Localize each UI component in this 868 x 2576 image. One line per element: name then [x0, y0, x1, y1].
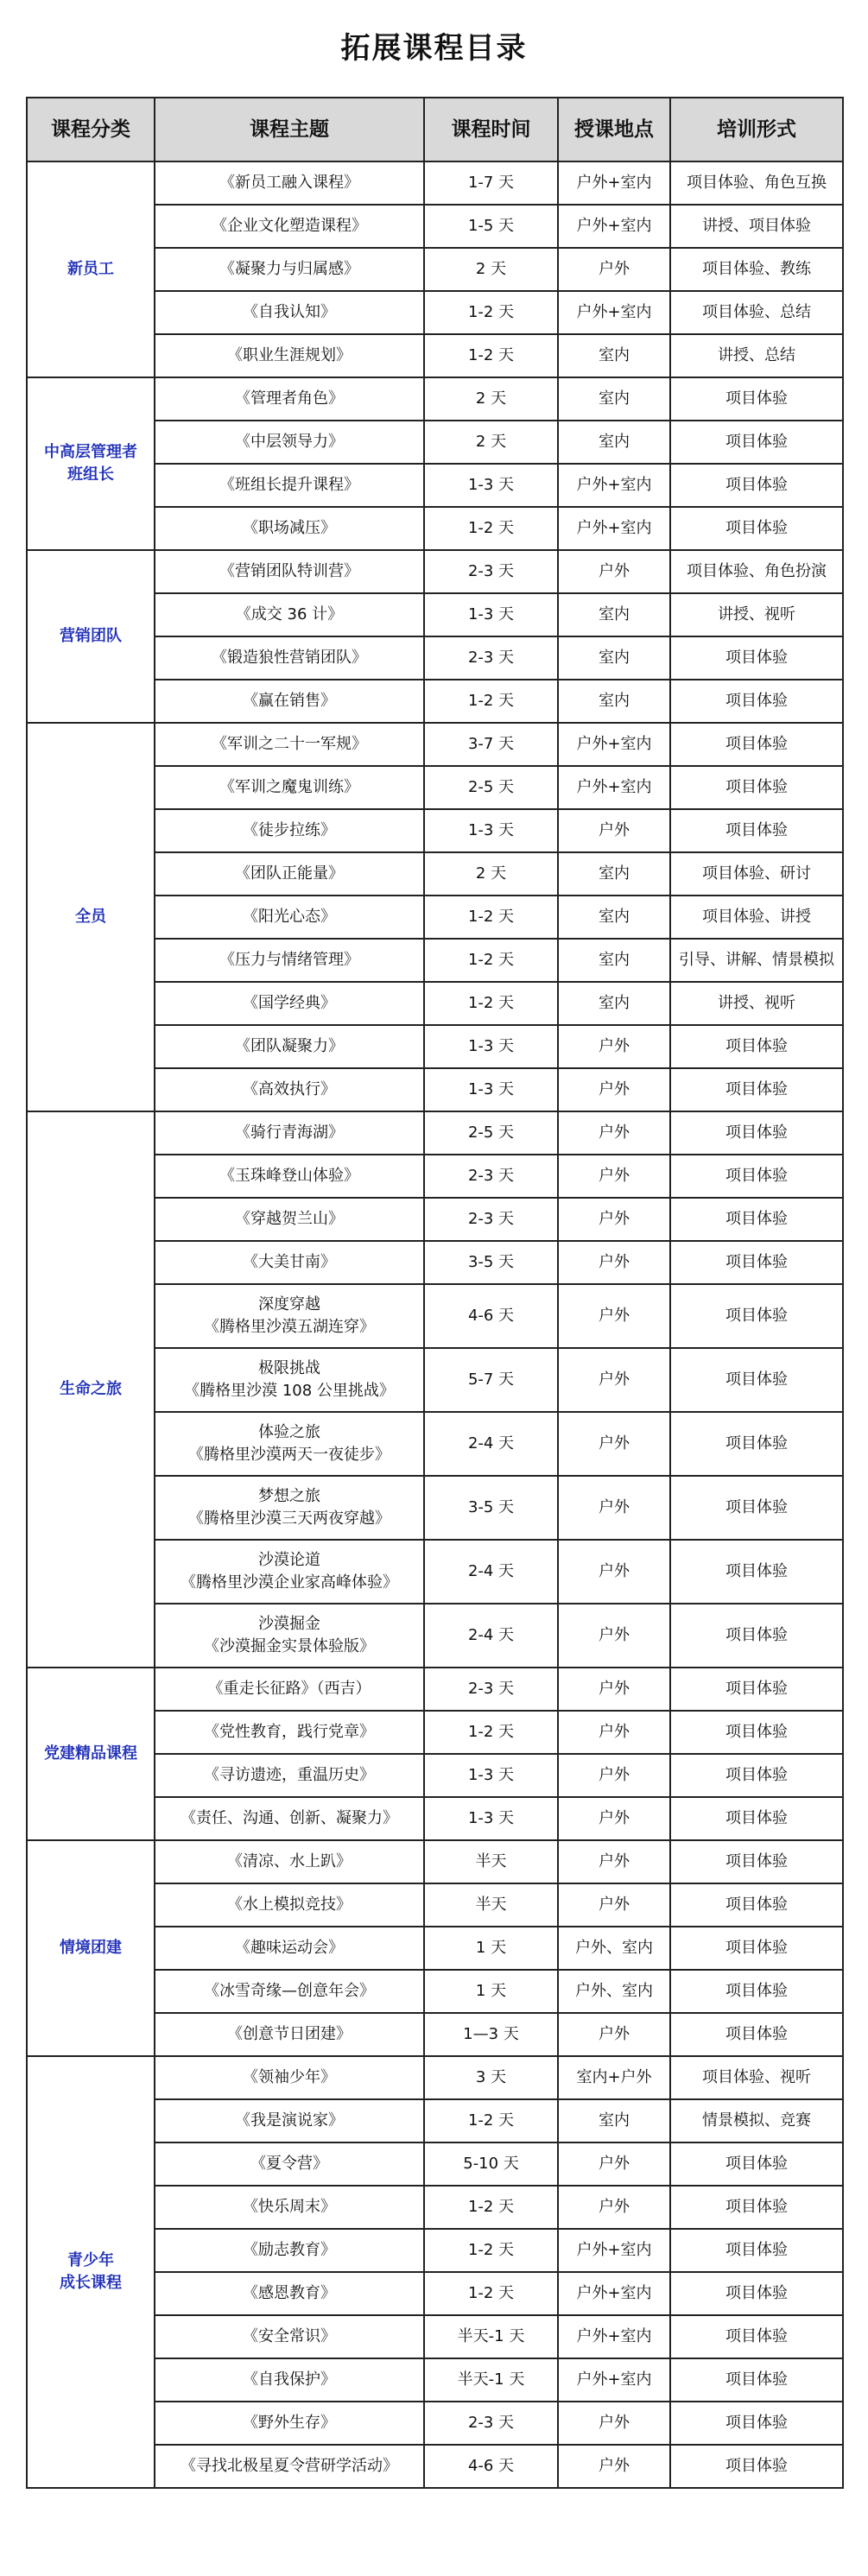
- topic-cell: 深度穿越 《腾格里沙漠五湖连穿》: [155, 1284, 424, 1348]
- time-cell: 1-2 天: [424, 2186, 558, 2229]
- format-cell: 讲授、项目体验: [670, 205, 843, 248]
- location-cell: 户外: [558, 1604, 670, 1668]
- location-cell: 户外+室内: [558, 2358, 670, 2402]
- time-cell: 2-4 天: [424, 1540, 558, 1604]
- format-cell: 项目体验、教练: [670, 248, 843, 291]
- table-row: [27, 550, 843, 593]
- time-cell: 3-5 天: [424, 1476, 558, 1540]
- time-cell: 1 天: [424, 1970, 558, 2013]
- time-cell: 1-2 天: [424, 982, 558, 1025]
- topic-cell: 《企业文化塑造课程》: [155, 205, 424, 248]
- location-cell: 户外+室内: [558, 766, 670, 809]
- format-cell: 项目体验: [670, 1970, 843, 2013]
- time-cell: 1—3 天: [424, 2013, 558, 2056]
- format-cell: 项目体验: [670, 1840, 843, 1883]
- time-cell: 2-3 天: [424, 1198, 558, 1241]
- table-row: [27, 2056, 843, 2099]
- header-topic: 课程主题: [155, 98, 424, 161]
- format-cell: 项目体验: [670, 464, 843, 507]
- location-cell: 户外: [558, 1540, 670, 1604]
- topic-cell: 《穿越贺兰山》: [155, 1198, 424, 1241]
- format-cell: 项目体验: [670, 809, 843, 852]
- format-cell: 情景模拟、竞赛: [670, 2099, 843, 2142]
- time-cell: 1-2 天: [424, 2272, 558, 2315]
- location-cell: 户外+室内: [558, 291, 670, 334]
- topic-cell: 《营销团队特训营》: [155, 550, 424, 593]
- location-cell: 户外+室内: [558, 2229, 670, 2272]
- location-cell: 室内: [558, 939, 670, 982]
- topic-cell: 《重走长征路》（西吉）: [155, 1668, 424, 1711]
- time-cell: 1-2 天: [424, 334, 558, 377]
- location-cell: 户外: [558, 1711, 670, 1754]
- topic-cell: 《中层领导力》: [155, 421, 424, 464]
- time-cell: 1-5 天: [424, 205, 558, 248]
- location-cell: 户外: [558, 1241, 670, 1284]
- topic-cell: 《班组长提升课程》: [155, 464, 424, 507]
- topic-cell: 《骑行青海湖》: [155, 1111, 424, 1155]
- location-cell: 户外: [558, 1025, 670, 1068]
- time-cell: 2-3 天: [424, 1155, 558, 1198]
- format-cell: 项目体验: [670, 1476, 843, 1540]
- time-cell: 1-3 天: [424, 1754, 558, 1797]
- time-cell: 2-3 天: [424, 1668, 558, 1711]
- topic-cell: 《军训之二十一军规》: [155, 723, 424, 766]
- page-title: 拓展课程目录: [340, 31, 528, 66]
- topic-cell: 《职业生涯规划》: [155, 334, 424, 377]
- category-cell: 营销团队: [27, 550, 155, 723]
- format-cell: 项目体验、角色互换: [670, 161, 843, 205]
- format-cell: 项目体验: [670, 680, 843, 723]
- topic-cell: 《感恩教育》: [155, 2272, 424, 2315]
- time-cell: 1-2 天: [424, 1711, 558, 1754]
- location-cell: 户外+室内: [558, 2315, 670, 2358]
- time-cell: 3-5 天: [424, 1241, 558, 1284]
- time-cell: 1-2 天: [424, 896, 558, 939]
- time-cell: 2-3 天: [424, 550, 558, 593]
- location-cell: 户外: [558, 1883, 670, 1927]
- category-cell: 全员: [27, 723, 155, 1111]
- time-cell: 2-5 天: [424, 766, 558, 809]
- time-cell: 2 天: [424, 377, 558, 421]
- time-cell: 1-7 天: [424, 161, 558, 205]
- format-cell: 项目体验: [670, 1604, 843, 1668]
- format-cell: 项目体验: [670, 1155, 843, 1198]
- format-cell: 项目体验: [670, 1241, 843, 1284]
- location-cell: 室内: [558, 2099, 670, 2142]
- location-cell: 室内: [558, 334, 670, 377]
- topic-cell: 《寻找北极星夏令营研学活动》: [155, 2445, 424, 2488]
- format-cell: 项目体验: [670, 2358, 843, 2402]
- topic-cell: 《励志教育》: [155, 2229, 424, 2272]
- format-cell: 项目体验、讲授: [670, 896, 843, 939]
- topic-cell: 《军训之魔鬼训练》: [155, 766, 424, 809]
- format-cell: 项目体验: [670, 1025, 843, 1068]
- format-cell: 讲授、总结: [670, 334, 843, 377]
- topic-cell: 《快乐周末》: [155, 2186, 424, 2229]
- location-cell: 户外+室内: [558, 205, 670, 248]
- topic-cell: 《高效执行》: [155, 1068, 424, 1111]
- location-cell: 户外: [558, 1797, 670, 1840]
- format-cell: 项目体验、研讨: [670, 852, 843, 896]
- location-cell: 户外: [558, 1284, 670, 1348]
- time-cell: 1-3 天: [424, 464, 558, 507]
- format-cell: 项目体验: [670, 421, 843, 464]
- time-cell: 3 天: [424, 2056, 558, 2099]
- format-cell: 项目体验: [670, 1412, 843, 1476]
- catalog-body: [27, 161, 843, 2488]
- table-row: [27, 1840, 843, 1883]
- topic-cell: 《锻造狼性营销团队》: [155, 636, 424, 680]
- format-cell: 项目体验: [670, 1284, 843, 1348]
- time-cell: 半天: [424, 1883, 558, 1927]
- format-cell: 项目体验: [670, 1754, 843, 1797]
- time-cell: 1-2 天: [424, 291, 558, 334]
- topic-cell: 《冰雪奇缘—创意年会》: [155, 1970, 424, 2013]
- topic-cell: 《凝聚力与归属感》: [155, 248, 424, 291]
- location-cell: 户外: [558, 2186, 670, 2229]
- format-cell: 项目体验: [670, 1540, 843, 1604]
- location-cell: 室内: [558, 377, 670, 421]
- location-cell: 室内: [558, 982, 670, 1025]
- location-cell: 户外+室内: [558, 507, 670, 550]
- topic-cell: 《职场减压》: [155, 507, 424, 550]
- category-cell: 情境团建: [27, 1840, 155, 2056]
- format-cell: 项目体验: [670, 766, 843, 809]
- time-cell: 2-3 天: [424, 2402, 558, 2445]
- topic-cell: 体验之旅 《腾格里沙漠两天一夜徒步》: [155, 1412, 424, 1476]
- location-cell: 户外: [558, 1198, 670, 1241]
- format-cell: 项目体验: [670, 1883, 843, 1927]
- time-cell: 1-3 天: [424, 809, 558, 852]
- header-category: 课程分类: [27, 98, 155, 161]
- topic-cell: 《自我认知》: [155, 291, 424, 334]
- time-cell: 1-3 天: [424, 1068, 558, 1111]
- topic-cell: 《责任、沟通、创新、凝聚力》: [155, 1797, 424, 1840]
- location-cell: 户外: [558, 809, 670, 852]
- table-row: [27, 723, 843, 766]
- topic-cell: 《管理者角色》: [155, 377, 424, 421]
- topic-cell: 《成交 36 计》: [155, 593, 424, 636]
- topic-cell: 《寻访遗迹，重温历史》: [155, 1754, 424, 1797]
- topic-cell: 沙漠掘金 《沙漠掘金实景体验版》: [155, 1604, 424, 1668]
- format-cell: 项目体验、角色扮演: [670, 550, 843, 593]
- location-cell: 户外: [558, 550, 670, 593]
- format-cell: 项目体验: [670, 507, 843, 550]
- time-cell: 1-3 天: [424, 1025, 558, 1068]
- time-cell: 1 天: [424, 1927, 558, 1970]
- time-cell: 5-10 天: [424, 2142, 558, 2186]
- time-cell: 1-2 天: [424, 507, 558, 550]
- format-cell: 项目体验: [670, 2445, 843, 2488]
- format-cell: 项目体验: [670, 1797, 843, 1840]
- topic-cell: 《创意节日团建》: [155, 2013, 424, 2056]
- topic-cell: 《团队凝聚力》: [155, 1025, 424, 1068]
- location-cell: 户外: [558, 248, 670, 291]
- location-cell: 户外: [558, 1111, 670, 1155]
- location-cell: 户外: [558, 1476, 670, 1540]
- topic-cell: 《党性教育，践行党章》: [155, 1711, 424, 1754]
- time-cell: 2-3 天: [424, 636, 558, 680]
- table-row: [27, 161, 843, 205]
- format-cell: 项目体验: [670, 1711, 843, 1754]
- location-cell: 室内: [558, 896, 670, 939]
- time-cell: 1-2 天: [424, 939, 558, 982]
- course-catalog-table: [26, 97, 844, 2489]
- time-cell: 2-4 天: [424, 1412, 558, 1476]
- format-cell: 项目体验、总结: [670, 291, 843, 334]
- location-cell: 户外、室内: [558, 1970, 670, 2013]
- topic-cell: 《清凉、水上趴》: [155, 1840, 424, 1883]
- location-cell: 室内: [558, 680, 670, 723]
- format-cell: 项目体验: [670, 723, 843, 766]
- format-cell: 项目体验: [670, 2142, 843, 2186]
- location-cell: 户外: [558, 2402, 670, 2445]
- time-cell: 半天-1 天: [424, 2315, 558, 2358]
- location-cell: 户外: [558, 2142, 670, 2186]
- time-cell: 1-2 天: [424, 2229, 558, 2272]
- topic-cell: 《团队正能量》: [155, 852, 424, 896]
- format-cell: 项目体验: [670, 636, 843, 680]
- table-row: [27, 377, 843, 421]
- time-cell: 3-7 天: [424, 723, 558, 766]
- location-cell: 户外: [558, 1155, 670, 1198]
- location-cell: 户外: [558, 1754, 670, 1797]
- format-cell: 项目体验: [670, 2013, 843, 2056]
- time-cell: 2 天: [424, 421, 558, 464]
- location-cell: 户外+室内: [558, 723, 670, 766]
- topic-cell: 《压力与情绪管理》: [155, 939, 424, 982]
- topic-cell: 《玉珠峰登山体验》: [155, 1155, 424, 1198]
- location-cell: 户外+室内: [558, 2272, 670, 2315]
- location-cell: 室内+户外: [558, 2056, 670, 2099]
- format-cell: 项目体验: [670, 1068, 843, 1111]
- topic-cell: 《我是演说家》: [155, 2099, 424, 2142]
- time-cell: 2 天: [424, 248, 558, 291]
- format-cell: 讲授、视听: [670, 593, 843, 636]
- location-cell: 户外: [558, 2013, 670, 2056]
- format-cell: 项目体验: [670, 2402, 843, 2445]
- topic-cell: 梦想之旅 《腾格里沙漠三天两夜穿越》: [155, 1476, 424, 1540]
- time-cell: 4-6 天: [424, 2445, 558, 2488]
- category-cell: 党建精品课程: [27, 1668, 155, 1840]
- format-cell: 项目体验: [670, 1348, 843, 1412]
- time-cell: 半天-1 天: [424, 2358, 558, 2402]
- topic-cell: 《水上模拟竞技》: [155, 1883, 424, 1927]
- format-cell: 项目体验、视听: [670, 2056, 843, 2099]
- topic-cell: 《国学经典》: [155, 982, 424, 1025]
- header-location: 授课地点: [558, 98, 670, 161]
- header-format: 培训形式: [670, 98, 843, 161]
- time-cell: 1-2 天: [424, 680, 558, 723]
- topic-cell: 沙漠论道 《腾格里沙漠企业家高峰体验》: [155, 1540, 424, 1604]
- location-cell: 户外: [558, 1668, 670, 1711]
- time-cell: 半天: [424, 1840, 558, 1883]
- category-cell: 中高层管理者 班组长: [27, 377, 155, 550]
- format-cell: 项目体验: [670, 1198, 843, 1241]
- format-cell: 项目体验: [670, 1668, 843, 1711]
- time-cell: 1-3 天: [424, 593, 558, 636]
- topic-cell: 《趣味运动会》: [155, 1927, 424, 1970]
- topic-cell: 《赢在销售》: [155, 680, 424, 723]
- time-cell: 1-3 天: [424, 1797, 558, 1840]
- time-cell: 5-7 天: [424, 1348, 558, 1412]
- location-cell: 户外: [558, 1840, 670, 1883]
- format-cell: 讲授、视听: [670, 982, 843, 1025]
- format-cell: 项目体验: [670, 2186, 843, 2229]
- header-row: [27, 98, 843, 161]
- time-cell: 2-5 天: [424, 1111, 558, 1155]
- category-cell: 青少年 成长课程: [27, 2056, 155, 2488]
- location-cell: 户外+室内: [558, 464, 670, 507]
- category-cell: 新员工: [27, 161, 155, 377]
- topic-cell: 《大美甘南》: [155, 1241, 424, 1284]
- time-cell: 1-2 天: [424, 2099, 558, 2142]
- format-cell: 项目体验: [670, 2229, 843, 2272]
- location-cell: 室内: [558, 852, 670, 896]
- table-row: [27, 1111, 843, 1155]
- topic-cell: 《领袖少年》: [155, 2056, 424, 2099]
- location-cell: 户外: [558, 1412, 670, 1476]
- format-cell: 引导、讲解、情景模拟: [670, 939, 843, 982]
- format-cell: 项目体验: [670, 1927, 843, 1970]
- topic-cell: 《徒步拉练》: [155, 809, 424, 852]
- topic-cell: 《阳光心态》: [155, 896, 424, 939]
- topic-cell: 《夏令营》: [155, 2142, 424, 2186]
- topic-cell: 极限挑战 《腾格里沙漠 108 公里挑战》: [155, 1348, 424, 1412]
- format-cell: 项目体验: [670, 1111, 843, 1155]
- location-cell: 户外: [558, 1348, 670, 1412]
- format-cell: 项目体验: [670, 2315, 843, 2358]
- location-cell: 户外: [558, 1068, 670, 1111]
- topic-cell: 《自我保护》: [155, 2358, 424, 2402]
- time-cell: 2 天: [424, 852, 558, 896]
- location-cell: 户外: [558, 2445, 670, 2488]
- header-time: 课程时间: [424, 98, 558, 161]
- location-cell: 室内: [558, 636, 670, 680]
- location-cell: 户外、室内: [558, 1927, 670, 1970]
- topic-cell: 《安全常识》: [155, 2315, 424, 2358]
- table-row: [27, 1668, 843, 1711]
- time-cell: 2-4 天: [424, 1604, 558, 1668]
- format-cell: 项目体验: [670, 2272, 843, 2315]
- location-cell: 室内: [558, 593, 670, 636]
- category-cell: 生命之旅: [27, 1111, 155, 1668]
- time-cell: 4-6 天: [424, 1284, 558, 1348]
- location-cell: 室内: [558, 421, 670, 464]
- topic-cell: 《新员工融入课程》: [155, 161, 424, 205]
- location-cell: 户外+室内: [558, 161, 670, 205]
- format-cell: 项目体验: [670, 377, 843, 421]
- topic-cell: 《野外生存》: [155, 2402, 424, 2445]
